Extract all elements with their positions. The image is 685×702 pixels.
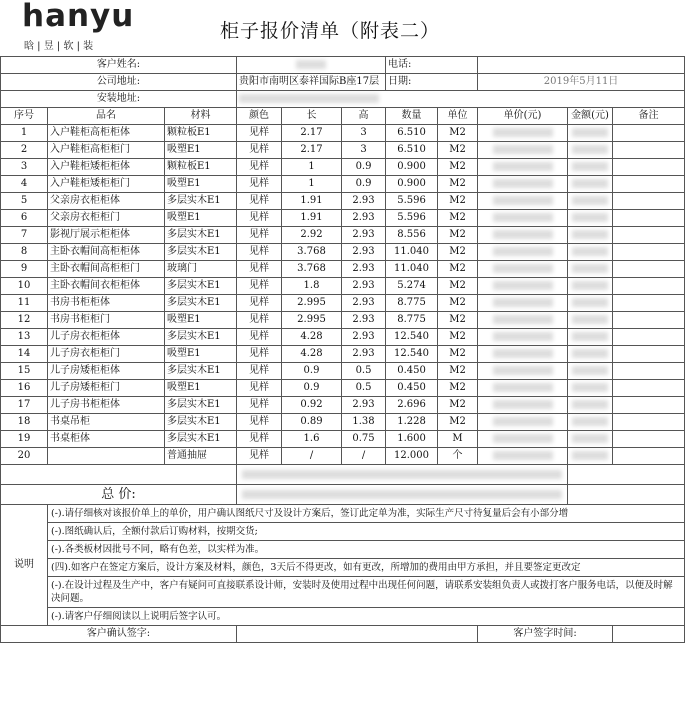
note-row — [1, 505, 685, 523]
logo-subtitle: 晗 | 昱 | 软 | 装 — [24, 41, 94, 52]
remark-cell — [613, 312, 685, 329]
column-header: 备注 — [613, 108, 685, 125]
unit-price-cell — [478, 227, 568, 244]
note-text: (四).如客户在签定方案后，设计方案及材料，颜色，3天后不得更改，如有更改，所增加的费用由甲方承担，并且要签定更改定 — [48, 559, 685, 577]
table-cell: 见样 — [237, 363, 282, 380]
table-row — [1, 176, 685, 193]
table-cell: 1 — [282, 159, 342, 176]
table-cell: 个 — [438, 448, 478, 465]
amount-cell — [568, 125, 613, 142]
table-cell: 吸塑E1 — [165, 312, 237, 329]
table-cell: 1.38 — [342, 414, 386, 431]
table-cell: 5.596 — [386, 210, 438, 227]
column-header: 数量 — [386, 108, 438, 125]
remark-cell — [613, 329, 685, 346]
note-row — [1, 523, 685, 541]
amount-cell — [568, 244, 613, 261]
table-row — [1, 346, 685, 363]
table-cell: 2.995 — [282, 295, 342, 312]
table-cell: 吸塑E1 — [165, 176, 237, 193]
unit-price-cell — [478, 414, 568, 431]
amount-cell — [568, 227, 613, 244]
table-cell: 1.8 — [282, 278, 342, 295]
document-title: 柜子报价清单（附表二） — [220, 20, 441, 42]
table-cell: 见样 — [237, 227, 282, 244]
table-cell: 多层实木E1 — [165, 244, 237, 261]
remark-cell — [613, 278, 685, 295]
table-cell: / — [282, 448, 342, 465]
table-cell: M2 — [438, 125, 478, 142]
amount-cell — [568, 176, 613, 193]
table-cell: 儿子房衣柜柜门 — [48, 346, 165, 363]
table-cell: 见样 — [237, 176, 282, 193]
table-cell: 18 — [1, 414, 48, 431]
unit-price-cell — [478, 431, 568, 448]
column-header-row — [1, 108, 685, 125]
table-cell: 1 — [282, 176, 342, 193]
table-cell: 见样 — [237, 380, 282, 397]
table-cell: 入户鞋柜高柜柜门 — [48, 142, 165, 159]
unit-price-cell — [478, 159, 568, 176]
table-cell: 5 — [1, 193, 48, 210]
table-cell: M2 — [438, 142, 478, 159]
customer-confirm-label: 客户确认签字: — [1, 626, 237, 643]
table-cell: 见样 — [237, 295, 282, 312]
table-cell: 0.75 — [342, 431, 386, 448]
table-cell: 6.510 — [386, 142, 438, 159]
table-cell: 主卧衣帽间高柜柜门 — [48, 261, 165, 278]
table-cell: 书房书柜柜门 — [48, 312, 165, 329]
table-cell: 12.540 — [386, 346, 438, 363]
unit-price-cell — [478, 312, 568, 329]
table-row — [1, 448, 685, 465]
table-cell: M2 — [438, 278, 478, 295]
table-row — [1, 278, 685, 295]
column-header: 长 — [282, 108, 342, 125]
column-header: 单价(元) — [478, 108, 568, 125]
total-amount-line1 — [237, 465, 568, 485]
amount-cell — [568, 346, 613, 363]
column-header: 金额(元) — [568, 108, 613, 125]
table-cell: 吸塑E1 — [165, 380, 237, 397]
table-cell: 见样 — [237, 397, 282, 414]
table-cell: 13 — [1, 329, 48, 346]
table-cell: 见样 — [237, 193, 282, 210]
unit-price-cell — [478, 125, 568, 142]
total-amount-line2 — [237, 485, 568, 505]
table-cell: 玻璃门 — [165, 261, 237, 278]
amount-cell — [568, 261, 613, 278]
table-cell: 2.93 — [342, 244, 386, 261]
table-cell: 0.5 — [342, 363, 386, 380]
table-cell: 14 — [1, 346, 48, 363]
table-cell: 1.91 — [282, 210, 342, 227]
table-cell: 2.995 — [282, 312, 342, 329]
table-cell: 儿子房衣柜柜体 — [48, 329, 165, 346]
table-cell: M2 — [438, 176, 478, 193]
table-cell: 儿子房矮柜柜体 — [48, 363, 165, 380]
table-cell: 1.91 — [282, 193, 342, 210]
table-cell: M2 — [438, 329, 478, 346]
customer-sign-time-label: 客户签字时间: — [478, 626, 613, 643]
note-text: (-).各类板材因批号不同，略有色差，以实样为准。 — [48, 541, 685, 559]
table-cell: 2.93 — [342, 397, 386, 414]
table-cell: M2 — [438, 380, 478, 397]
unit-price-cell — [478, 346, 568, 363]
company-address-value: 贵阳市南明区泰祥国际B座17层 — [237, 74, 386, 91]
table-cell: 8.775 — [386, 295, 438, 312]
table-cell: 2.93 — [342, 346, 386, 363]
table-cell: 5.596 — [386, 193, 438, 210]
remark-cell — [613, 380, 685, 397]
remark-cell — [613, 397, 685, 414]
unit-price-cell — [478, 363, 568, 380]
table-cell: 2.93 — [342, 193, 386, 210]
unit-price-cell — [478, 397, 568, 414]
remark-cell — [613, 159, 685, 176]
table-cell: 主卧衣帽间高柜柜体 — [48, 244, 165, 261]
unit-price-cell — [478, 278, 568, 295]
note-row — [1, 577, 685, 608]
table-cell: 多层实木E1 — [165, 329, 237, 346]
table-cell: M2 — [438, 346, 478, 363]
table-cell: 2.93 — [342, 210, 386, 227]
table-cell: 0.89 — [282, 414, 342, 431]
table-row — [1, 295, 685, 312]
table-cell: 2.17 — [282, 142, 342, 159]
note-text: (-).请客户仔细阅读以上说明后签字认可。 — [48, 608, 685, 626]
amount-cell — [568, 380, 613, 397]
table-row — [1, 312, 685, 329]
unit-price-cell — [478, 193, 568, 210]
amount-cell — [568, 295, 613, 312]
table-cell: 见样 — [237, 448, 282, 465]
note-row — [1, 541, 685, 559]
table-cell: 入户鞋柜高柜柜体 — [48, 125, 165, 142]
table-row — [1, 244, 685, 261]
column-header: 序号 — [1, 108, 48, 125]
table-cell: 2.92 — [282, 227, 342, 244]
table-cell: 见样 — [237, 125, 282, 142]
table-cell: M2 — [438, 227, 478, 244]
amount-cell — [568, 414, 613, 431]
column-header: 材料 — [165, 108, 237, 125]
table-cell: / — [342, 448, 386, 465]
remark-cell — [613, 125, 685, 142]
table-cell: M2 — [438, 397, 478, 414]
column-header: 品名 — [48, 108, 165, 125]
table-cell: 见样 — [237, 278, 282, 295]
table-cell: 儿子房矮柜柜门 — [48, 380, 165, 397]
table-row — [1, 227, 685, 244]
table-cell: 颗粒板E1 — [165, 159, 237, 176]
table-cell: 0.9 — [342, 159, 386, 176]
phone-label: 电话: — [386, 57, 478, 74]
table-row — [1, 210, 685, 227]
remark-cell — [613, 261, 685, 278]
table-cell: 见样 — [237, 312, 282, 329]
table-cell: 见样 — [237, 210, 282, 227]
table-cell: 书桌柜体 — [48, 431, 165, 448]
table-cell: 20 — [1, 448, 48, 465]
table-cell: 2.93 — [342, 312, 386, 329]
amount-cell — [568, 329, 613, 346]
table-cell: M2 — [438, 363, 478, 380]
table-row — [1, 431, 685, 448]
customer-sign-time-field[interactable] — [613, 626, 685, 643]
table-row — [1, 329, 685, 346]
table-cell: 见样 — [237, 261, 282, 278]
table-cell: 3 — [342, 142, 386, 159]
table-row — [1, 363, 685, 380]
install-address-label: 安装地址: — [1, 91, 237, 108]
table-cell: 多层实木E1 — [165, 414, 237, 431]
amount-cell — [568, 448, 613, 465]
table-row — [1, 142, 685, 159]
customer-name-value — [237, 57, 386, 74]
table-cell: 10 — [1, 278, 48, 295]
table-cell: 17 — [1, 397, 48, 414]
table-cell: 0.900 — [386, 159, 438, 176]
table-cell: 2.93 — [342, 329, 386, 346]
total-label: 总 价: — [1, 485, 237, 505]
table-cell: 父亲房衣柜柜体 — [48, 193, 165, 210]
table-cell: 5.274 — [386, 278, 438, 295]
table-cell: 见样 — [237, 329, 282, 346]
table-cell: 0.9 — [342, 176, 386, 193]
table-cell: 入户鞋柜矮柜柜体 — [48, 159, 165, 176]
unit-price-cell — [478, 261, 568, 278]
unit-price-cell — [478, 380, 568, 397]
table-cell: 0.450 — [386, 363, 438, 380]
table-cell: M2 — [438, 261, 478, 278]
amount-cell — [568, 142, 613, 159]
column-header: 颜色 — [237, 108, 282, 125]
table-cell: 入户鞋柜矮柜柜门 — [48, 176, 165, 193]
table-cell: 2.93 — [342, 295, 386, 312]
table-cell: 1.6 — [282, 431, 342, 448]
amount-cell — [568, 193, 613, 210]
table-cell: 颗粒板E1 — [165, 125, 237, 142]
table-cell: 8 — [1, 244, 48, 261]
table-cell: M2 — [438, 312, 478, 329]
table-cell: 11.040 — [386, 244, 438, 261]
table-cell: 3 — [1, 159, 48, 176]
table-cell: 19 — [1, 431, 48, 448]
table-cell: 9 — [1, 261, 48, 278]
table-cell: 见样 — [237, 414, 282, 431]
remark-cell — [613, 142, 685, 159]
table-cell: 2.93 — [342, 278, 386, 295]
table-cell: 0.9 — [282, 380, 342, 397]
brand-logo — [22, 0, 135, 52]
table-cell: 12 — [1, 312, 48, 329]
unit-price-cell — [478, 448, 568, 465]
table-cell: 6 — [1, 210, 48, 227]
remark-cell — [613, 193, 685, 210]
table-cell: 2.17 — [282, 125, 342, 142]
amount-cell — [568, 363, 613, 380]
unit-price-cell — [478, 210, 568, 227]
table-cell: 见样 — [237, 346, 282, 363]
table-row — [1, 261, 685, 278]
amount-cell — [568, 159, 613, 176]
remark-cell — [613, 176, 685, 193]
table-cell: 多层实木E1 — [165, 363, 237, 380]
table-cell: 多层实木E1 — [165, 295, 237, 312]
table-cell: 主卧衣帽间衣柜柜体 — [48, 278, 165, 295]
remark-cell — [613, 227, 685, 244]
note-text: (-).在设计过程及生产中，客户有疑问可直接联系设计师，安装时及使用过程中出现任何问题，请联系安装组负责人或拨打客户服务电话，以便及时解决问题。 — [48, 577, 685, 608]
remark-cell — [613, 414, 685, 431]
remark-cell — [613, 448, 685, 465]
table-row — [1, 414, 685, 431]
table-row — [1, 397, 685, 414]
table-cell: 多层实木E1 — [165, 278, 237, 295]
amount-cell — [568, 278, 613, 295]
table-cell: 8.556 — [386, 227, 438, 244]
customer-name-label: 客户姓名: — [1, 57, 237, 74]
table-cell: 4 — [1, 176, 48, 193]
quote-table — [0, 56, 685, 643]
amount-cell — [568, 431, 613, 448]
phone-value — [478, 57, 685, 74]
table-cell: 2.93 — [342, 227, 386, 244]
table-cell: 父亲房衣柜柜门 — [48, 210, 165, 227]
column-header: 单位 — [438, 108, 478, 125]
table-cell: 吸塑E1 — [165, 142, 237, 159]
table-cell: 16 — [1, 380, 48, 397]
table-cell: 1.600 — [386, 431, 438, 448]
remark-cell — [613, 244, 685, 261]
table-cell: 儿子房书柜柜体 — [48, 397, 165, 414]
table-cell — [48, 448, 165, 465]
table-cell: 多层实木E1 — [165, 227, 237, 244]
unit-price-cell — [478, 142, 568, 159]
install-address-value — [237, 91, 685, 108]
table-cell: 2 — [1, 142, 48, 159]
note-text: (-).请仔细核对该报价单上的单价，用户确认图纸尺寸及设计方案后，签订此定单为准，实际生产尺寸待复量后会有小部分增 — [48, 505, 685, 523]
table-cell: 0.92 — [282, 397, 342, 414]
amount-cell — [568, 397, 613, 414]
table-cell: 2.93 — [342, 261, 386, 278]
table-cell: 12.000 — [386, 448, 438, 465]
note-text: (-).图纸确认后，全额付款后订购材料，按期交货; — [48, 523, 685, 541]
table-cell: 8.775 — [386, 312, 438, 329]
table-cell: 见样 — [237, 159, 282, 176]
table-cell: 多层实木E1 — [165, 431, 237, 448]
table-cell: 1.228 — [386, 414, 438, 431]
remark-cell — [613, 431, 685, 448]
table-cell: 12.540 — [386, 329, 438, 346]
table-row — [1, 380, 685, 397]
table-cell: 2.696 — [386, 397, 438, 414]
table-cell: 吸塑E1 — [165, 210, 237, 227]
table-cell: 见样 — [237, 244, 282, 261]
remark-cell — [613, 346, 685, 363]
table-cell: 见样 — [237, 431, 282, 448]
table-cell: 3.768 — [282, 244, 342, 261]
table-cell: 普通抽屉 — [165, 448, 237, 465]
note-row — [1, 608, 685, 626]
table-row — [1, 193, 685, 210]
table-cell: 吸塑E1 — [165, 346, 237, 363]
header — [0, 0, 685, 56]
table-cell: 书房书柜柜体 — [48, 295, 165, 312]
table-cell: 11.040 — [386, 261, 438, 278]
table-cell: 0.450 — [386, 380, 438, 397]
table-cell: 11 — [1, 295, 48, 312]
company-address-label: 公司地址: — [1, 74, 237, 91]
customer-signature-field[interactable] — [237, 626, 478, 643]
table-cell: M2 — [438, 414, 478, 431]
table-row — [1, 159, 685, 176]
table-cell: 3.768 — [282, 261, 342, 278]
table-cell: 书桌吊柜 — [48, 414, 165, 431]
unit-price-cell — [478, 295, 568, 312]
unit-price-cell — [478, 244, 568, 261]
table-cell: 见样 — [237, 142, 282, 159]
amount-cell — [568, 312, 613, 329]
table-cell: 0.5 — [342, 380, 386, 397]
table-cell: 多层实木E1 — [165, 193, 237, 210]
remark-cell — [613, 363, 685, 380]
table-cell: M2 — [438, 159, 478, 176]
table-cell: 7 — [1, 227, 48, 244]
unit-price-cell — [478, 176, 568, 193]
table-cell: 15 — [1, 363, 48, 380]
remark-cell — [613, 295, 685, 312]
table-cell: M2 — [438, 210, 478, 227]
note-row — [1, 559, 685, 577]
remark-cell — [613, 210, 685, 227]
unit-price-cell — [478, 329, 568, 346]
table-cell: M — [438, 431, 478, 448]
amount-cell — [568, 210, 613, 227]
table-cell: M2 — [438, 295, 478, 312]
table-cell: 影视厅展示柜柜体 — [48, 227, 165, 244]
table-cell: M2 — [438, 244, 478, 261]
notes-label: 说明 — [1, 505, 48, 626]
table-cell: M2 — [438, 193, 478, 210]
table-cell: 1 — [1, 125, 48, 142]
table-row — [1, 125, 685, 142]
table-cell: 多层实木E1 — [165, 397, 237, 414]
table-cell: 3 — [342, 125, 386, 142]
logo-word: hanyu — [22, 0, 135, 34]
date-value: 2019年5月11日 — [478, 74, 685, 91]
table-cell: 4.28 — [282, 329, 342, 346]
table-cell: 4.28 — [282, 346, 342, 363]
table-cell: 0.9 — [282, 363, 342, 380]
column-header: 高 — [342, 108, 386, 125]
date-label: 日期: — [386, 74, 478, 91]
table-cell: 0.900 — [386, 176, 438, 193]
table-cell: 6.510 — [386, 125, 438, 142]
